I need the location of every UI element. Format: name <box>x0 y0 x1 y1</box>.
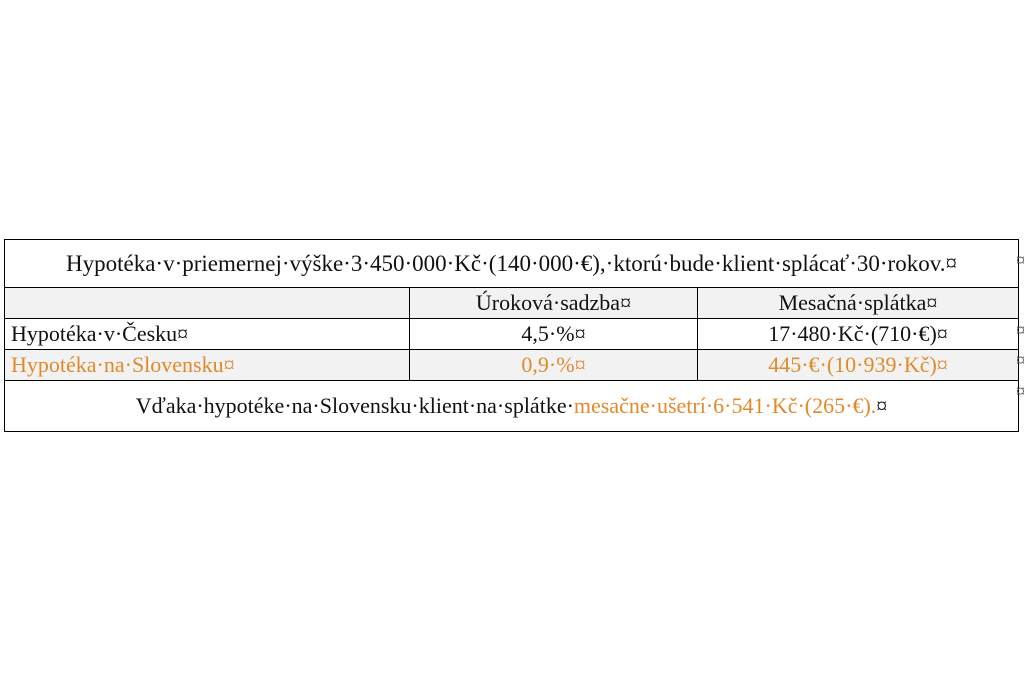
row-rate-czech: 4,5·%¤ <box>410 319 698 350</box>
summary-suffix: ¤ <box>876 393 888 418</box>
table-title: Hypotéka·v·priemernej·výške·3·450·000·Kč·(140·000·€),·ktorú·bude·klient·splácať·30·rokov.¤ <box>5 240 1019 288</box>
row-label-slovak: Hypotéka·na·Slovensku¤ <box>5 350 410 381</box>
row-payment-czech: 17·480·Kč·(710·€)¤ <box>698 319 1019 350</box>
table-summary-row <box>5 381 1019 432</box>
header-monthly-payment: Mesačná·splátka¤ <box>698 288 1019 319</box>
row-payment-slovak: 445·€·(10·939·Kč)¤ <box>698 350 1019 381</box>
row-end-mark: ¤ <box>1016 381 1025 401</box>
table-row <box>5 319 1019 350</box>
header-interest-rate: Úroková·sadzba¤ <box>410 288 698 319</box>
mortgage-comparison-table <box>4 239 1019 432</box>
table-title-row <box>5 240 1019 288</box>
header-empty-cell <box>5 288 410 319</box>
row-label-czech: Hypotéka·v·Česku¤ <box>5 319 410 350</box>
summary-prefix: Vďaka·hypotéke·na·Slovensku·klient·na·splátke· <box>135 393 574 418</box>
summary-highlight: mesačne·ušetrí·6·541·Kč·(265·€). <box>573 393 877 418</box>
summary-cell <box>5 381 1019 432</box>
row-rate-slovak: 0,9·%¤ <box>410 350 698 381</box>
row-end-mark: ¤ <box>1016 250 1025 270</box>
row-end-mark: ¤ <box>1016 350 1025 370</box>
table-row <box>5 350 1019 381</box>
table-header-row <box>5 288 1019 319</box>
row-end-mark: ¤ <box>1016 320 1025 340</box>
